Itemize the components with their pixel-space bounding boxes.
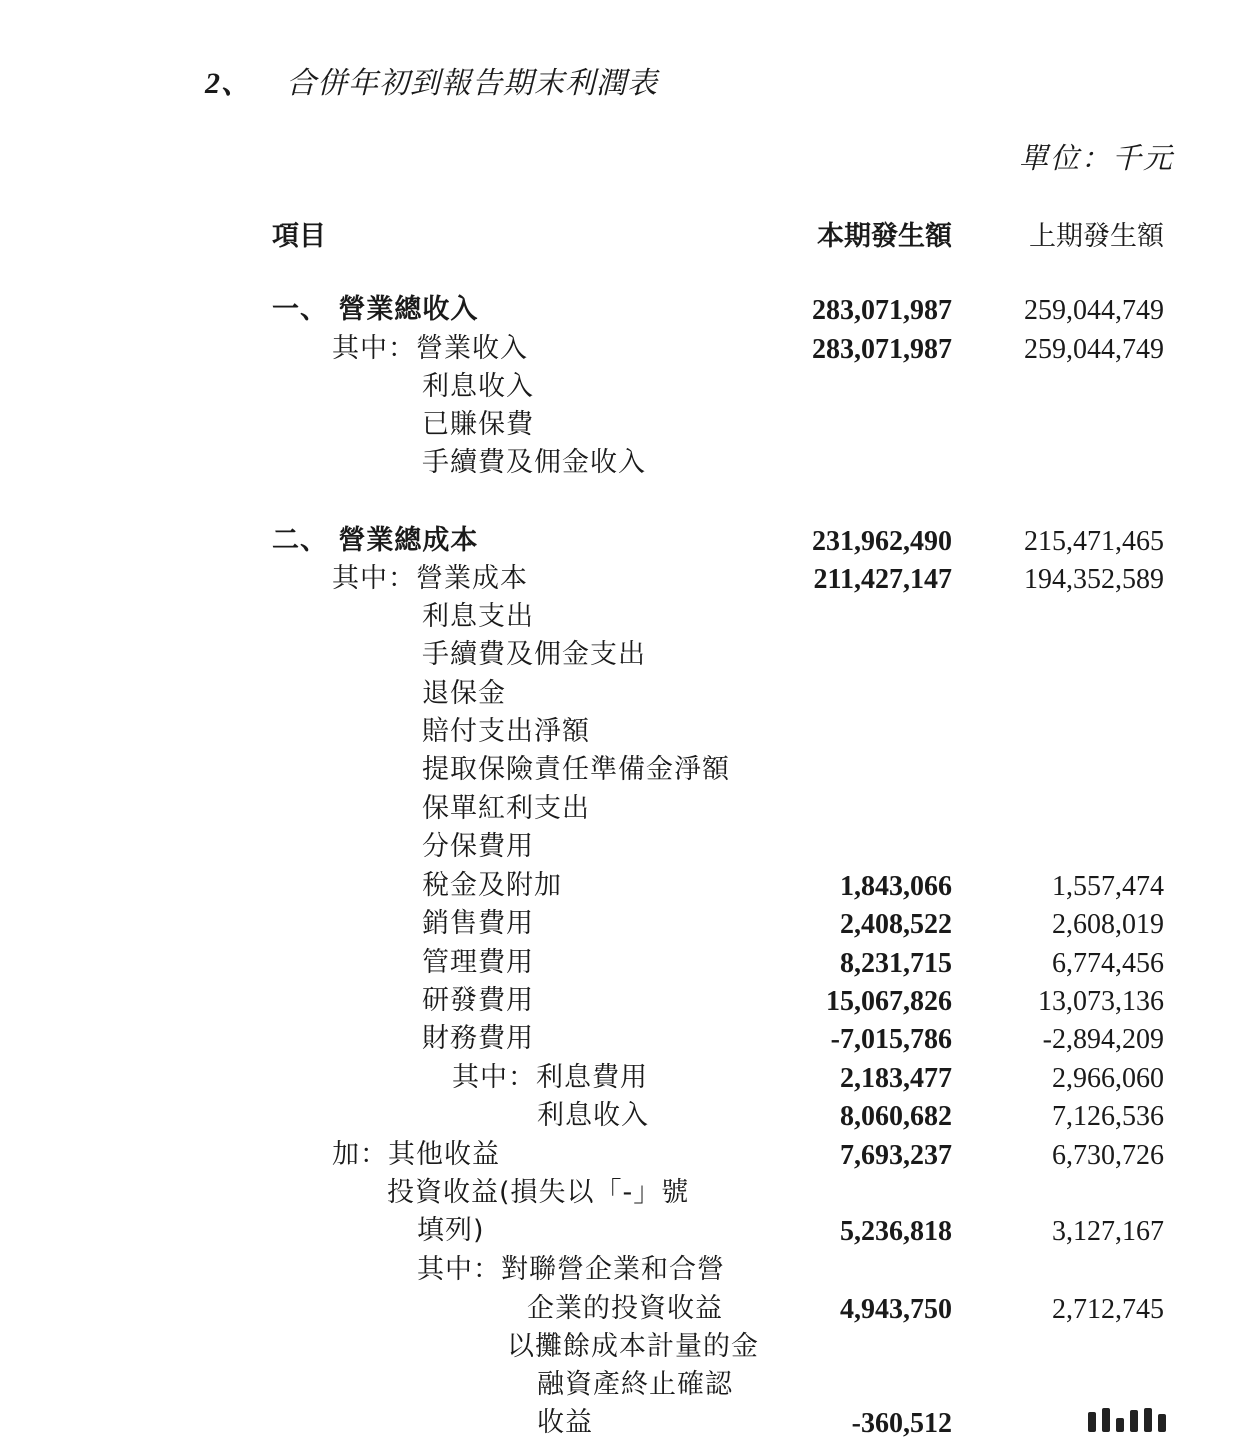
previous-value: 259,044,749 [1024,295,1164,326]
row-label: 保單紅利支出 [422,793,590,824]
table-row [0,790,1260,828]
previous-value: 13,073,136 [1038,986,1164,1017]
table-row [0,560,1260,598]
current-value: 2,183,477 [840,1063,952,1094]
row-label: 手續費及佣金收入 [422,447,646,478]
previous-value: 7,126,536 [1052,1101,1164,1132]
previous-value: 215,471,465 [1024,526,1164,557]
row-label: 以攤餘成本計量的金 [507,1331,759,1362]
table-row [0,368,1260,406]
statement-title [205,58,658,102]
table-row [0,1097,1260,1135]
table-row [0,522,1260,560]
current-value: -7,015,786 [830,1024,952,1055]
previous-value: 1,557,474 [1052,871,1164,902]
row-label: 利息支出 [422,601,534,632]
section-number: 2、 [205,67,252,100]
row-label: 其中：對聯營企業和合營 [417,1254,725,1285]
previous-value: 194,352,589 [1024,564,1164,595]
row-label: 已賺保費 [422,409,534,440]
row-label: 企業的投資收益 [527,1293,723,1324]
table-row [0,598,1260,636]
previous-value: 6,774,456 [1052,948,1164,979]
current-value: 8,231,715 [840,948,952,979]
table-row [0,905,1260,943]
table-row [0,636,1260,674]
table-row [0,1404,1260,1442]
row-label: 其中：利息費用 [452,1062,648,1093]
row-label: 分保費用 [422,831,534,862]
row-label: 其中：營業成本 [332,563,528,594]
previous-value: 3,127,167 [1052,1216,1164,1247]
row-label: 填列) [417,1215,485,1246]
current-value: 283,071,987 [812,295,952,326]
current-value: 283,071,987 [812,334,952,365]
current-value: 8,060,682 [840,1101,952,1132]
row-label: 賠付支出淨額 [422,716,590,747]
row-label: 管理費用 [422,947,534,978]
row-label: 退保金 [422,678,506,709]
table-row [0,675,1260,713]
previous-value: 259,044,749 [1024,334,1164,365]
table-row [0,944,1260,982]
table-row [0,1328,1260,1366]
previous-value: 2,966,060 [1052,1063,1164,1094]
table-row [0,1059,1260,1097]
table-row [0,1136,1260,1174]
row-label: 收益 [537,1407,593,1438]
row-label: 加：其他收益 [332,1139,500,1170]
current-value: -360,512 [851,1408,952,1439]
row-label: 手續費及佣金支出 [422,639,646,670]
table-row [0,867,1260,905]
column-header-current: 本期發生額 [817,221,952,252]
previous-value: 6,730,726 [1052,1140,1164,1171]
column-header-item: 項目 [272,221,326,252]
current-value: 4,943,750 [840,1294,952,1325]
row-label: 投資收益(損失以「-」號 [387,1177,690,1208]
row-label: 其中：營業收入 [332,333,528,364]
previous-value: 2,712,745 [1052,1294,1164,1325]
row-label: 研發費用 [422,985,534,1016]
table-row [0,1020,1260,1058]
table-row [0,1290,1260,1328]
current-value: 231,962,490 [812,526,952,557]
row-label: 一、 營業總收入 [272,294,479,325]
current-value: 1,843,066 [840,871,952,902]
table-row [0,1366,1260,1404]
row-label: 二、 營業總成本 [272,525,479,556]
current-value: 2,408,522 [840,909,952,940]
table-row [0,982,1260,1020]
current-value: 5,236,818 [840,1216,952,1247]
current-value: 7,693,237 [840,1140,952,1171]
table-row [0,713,1260,751]
table-row [0,406,1260,444]
current-value: 211,427,147 [813,564,952,595]
table-row [0,444,1260,482]
row-label: 稅金及附加 [422,870,562,901]
row-label: 提取保險責任準備金淨額 [422,754,730,785]
table-row [0,330,1260,368]
table-row [0,291,1260,329]
row-label: 融資產終止確認 [537,1369,733,1400]
current-value: 15,067,826 [826,986,952,1017]
watermark-logo [1088,1408,1166,1432]
unit-label: 單位：千元 [1018,141,1174,175]
row-label: 利息收入 [537,1100,649,1131]
table-row [0,828,1260,866]
row-label: 利息收入 [422,371,534,402]
table-row [0,1174,1260,1212]
previous-value: 2,608,019 [1052,909,1164,940]
row-label: 財務費用 [422,1023,534,1054]
row-label: 銷售費用 [422,908,534,939]
previous-value: -2,894,209 [1042,1024,1164,1055]
table-row [0,1251,1260,1289]
table-row [0,1212,1260,1250]
column-header-previous: 上期發生額 [1029,221,1164,252]
table-row [0,751,1260,789]
statement-title-text: 合併年初到報告期末利潤表 [286,66,658,101]
